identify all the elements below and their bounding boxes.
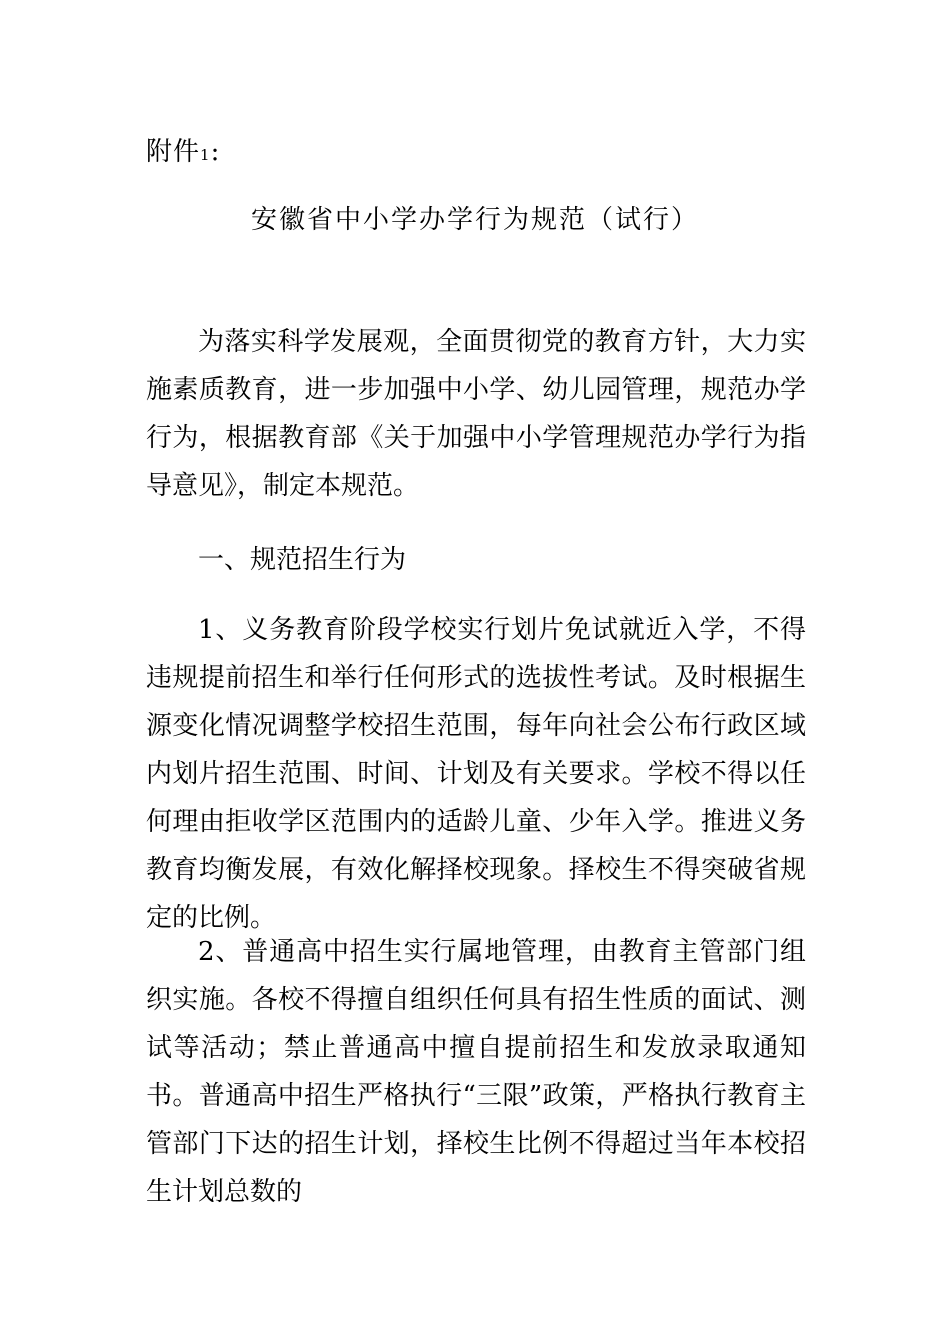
- paragraph-text: 2、普通高中招生实行属地管理，由教育主管部门组织实施。各校不得擅自组织任何具有招生性质的面试、测试等活动；禁止普通高中擅自提前招生和发放录取通知书。普通高中招生严格执行“三限”政策，严格执行教育主管部门下达的招生计划，择校生比例不得超过当年本校招生计划总数的: [146, 937, 806, 1207]
- paragraph-text: 为落实科学发展观，全面贯彻党的教育方针，大力实施素质教育，进一步加强中小学、幼儿园管理，规范办学行为，根据教育部《关于加强中小学管理规范办学行为指导意见》，制定本规范。: [146, 327, 806, 501]
- attachment-label-text: 附件: [146, 137, 201, 167]
- body-paragraph-item-1: [146, 606, 806, 942]
- body-paragraph-intro: [146, 318, 806, 510]
- attachment-label: [146, 132, 220, 175]
- attachment-number: 1: [200, 146, 211, 164]
- section-heading-text: 一、规范招生行为: [198, 545, 407, 575]
- body-paragraph-item-2: [146, 928, 806, 1216]
- paragraph-text: 1、义务教育阶段学校实行划片免试就近入学，不得违规提前招生和举行任何形式的选拔性考试。及时根据生源变化情况调整学校招生范围，每年向社会公布行政区域内划片招生范围、时间、计划及有关要求。学校不得以任何理由拒收学区范围内的适龄儿童、少年入学。推进义务教育均衡发展，有效化解择校现象。择校生不得突破省规定的比例。: [146, 615, 806, 933]
- document-title: 安徽省中小学办学行为规范（试行）: [250, 205, 699, 235]
- section-heading: [146, 536, 806, 584]
- attachment-colon: :: [210, 137, 221, 167]
